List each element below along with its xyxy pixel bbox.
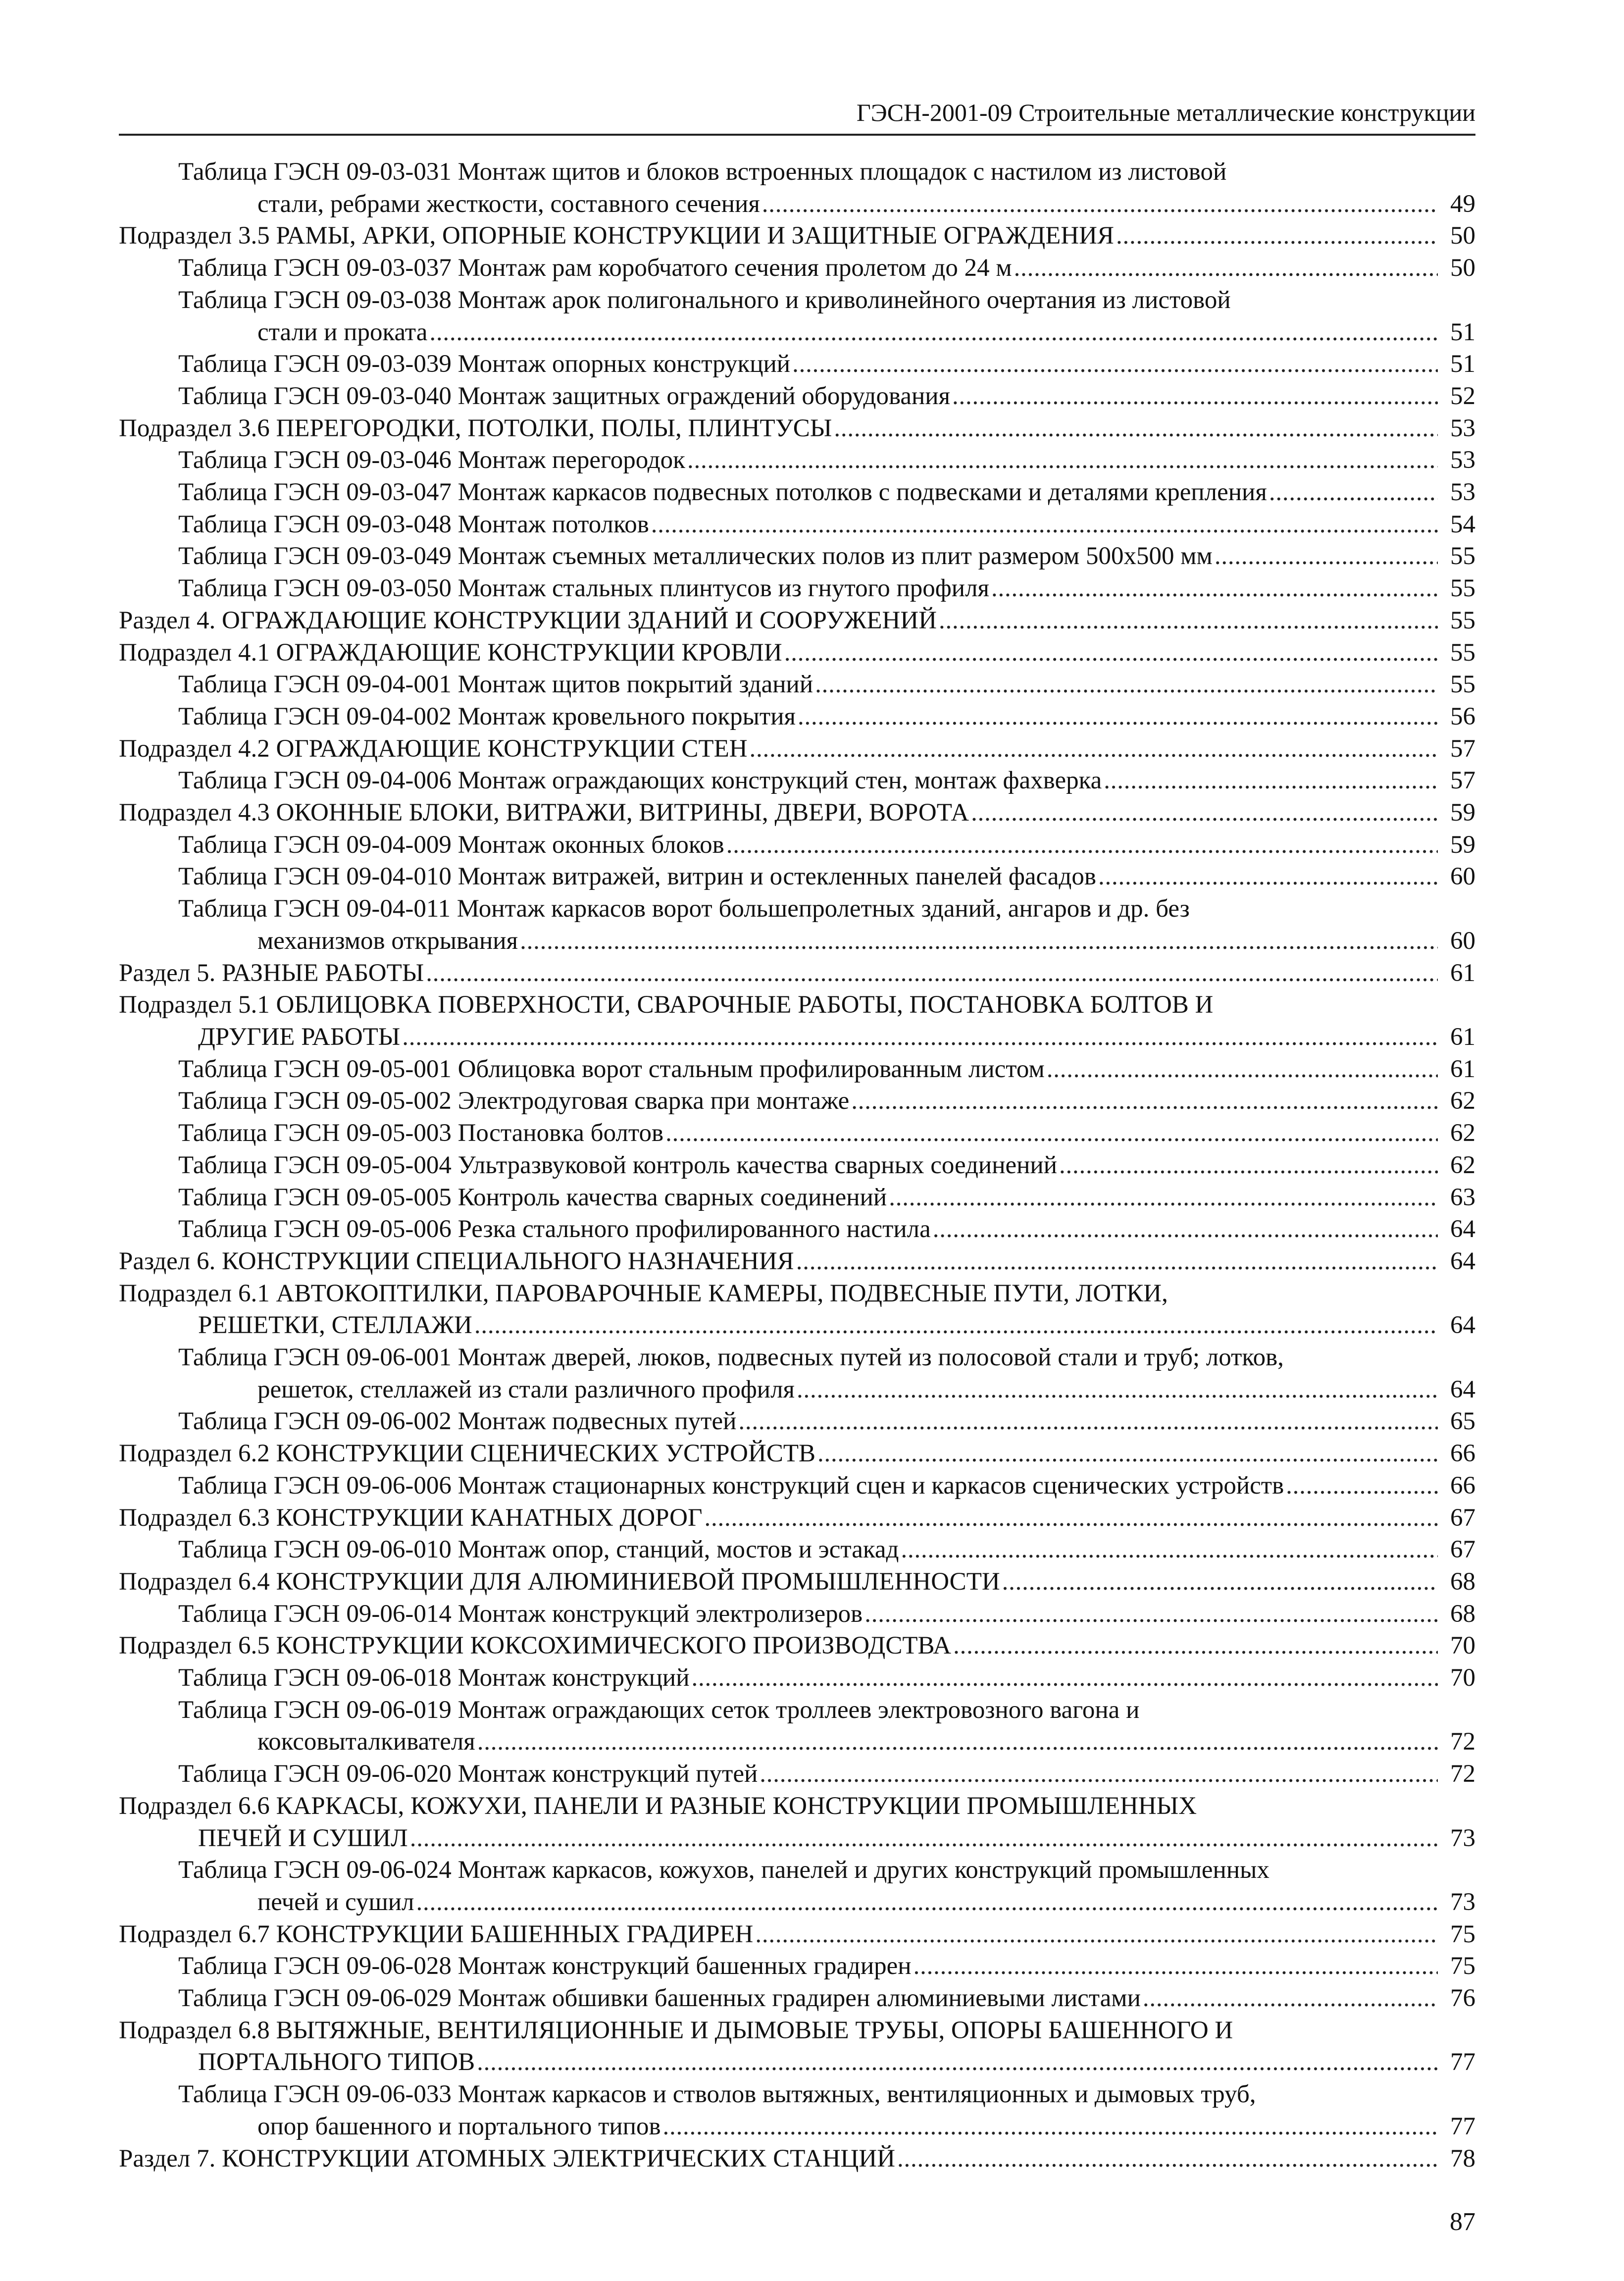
toc-subsection[interactable]: [119, 1822, 1475, 1855]
toc-page-number: 61: [1450, 1055, 1475, 1083]
toc-entry-title: Таблица ГЭСН 09-05-004 Ультразвуковой контроль качества сварных соединений: [178, 1151, 1058, 1179]
toc-page-number: 64: [1450, 1311, 1475, 1340]
dot-leader: [1014, 252, 1438, 284]
toc-page-number: 54: [1450, 510, 1475, 538]
dot-leader: [665, 1117, 1438, 1149]
dot-leader: [416, 1886, 1438, 1918]
dot-leader: [738, 1405, 1438, 1438]
toc-page-number: 53: [1450, 446, 1475, 474]
toc-page-number: 68: [1450, 1600, 1475, 1628]
toc-table-entry[interactable]: [119, 2078, 1475, 2111]
dot-leader: [692, 1662, 1438, 1694]
dot-leader: [834, 413, 1438, 445]
toc-table-entry[interactable]: [119, 893, 1475, 925]
toc-entry-title: РЕШЕТКИ, СТЕЛЛАЖИ: [198, 1311, 472, 1340]
toc-page-number: 75: [1450, 1920, 1475, 1948]
toc-table-entry[interactable]: [119, 1758, 1475, 1790]
toc-entry-title: Таблица ГЭСН 09-03-031 Монтаж щитов и блоков встроенных площадок с настилом из листовой: [178, 158, 1227, 186]
toc-entry-title: Подраздел 6.3 КОНСТРУКЦИИ КАНАТНЫХ ДОРОГ: [119, 1503, 703, 1532]
toc-subsection[interactable]: [119, 733, 1475, 765]
toc-page-number: 59: [1450, 830, 1475, 859]
toc-table-entry[interactable]: [119, 380, 1475, 413]
toc-table-entry[interactable]: [119, 1053, 1475, 1086]
toc-page-number: 59: [1450, 799, 1475, 827]
toc-entry-title: Подраздел 6.2 КОНСТРУКЦИИ СЦЕНИЧЕСКИХ УСТРОЙСТВ: [119, 1440, 816, 1468]
toc-table-entry[interactable]: [119, 1598, 1475, 1630]
toc-page-number: 70: [1450, 1664, 1475, 1692]
toc-subsection[interactable]: [119, 1790, 1475, 1822]
dot-leader: [897, 2143, 1438, 2175]
toc-page-number: 64: [1450, 1247, 1475, 1275]
dot-leader: [792, 348, 1438, 380]
toc-subsection[interactable]: [119, 220, 1475, 252]
toc-table-entry[interactable]: [119, 1470, 1475, 1502]
toc-page-number: 55: [1450, 638, 1475, 667]
toc-entry-title: Подраздел 6.1 АВТОКОПТИЛКИ, ПАРОВАРОЧНЫЕ КАМЕРЫ, ПОДВЕСНЫЕ ПУТИ, ЛОТКИ,: [119, 1279, 1168, 1307]
toc-table-entry[interactable]: [119, 1886, 1475, 1918]
toc-page-number: 78: [1450, 2144, 1475, 2173]
toc-table-entry[interactable]: [119, 509, 1475, 541]
toc-subsection[interactable]: [119, 2015, 1475, 2047]
toc-page-number: 65: [1450, 1407, 1475, 1436]
toc-table-entry[interactable]: [119, 829, 1475, 861]
toc-page-number: 70: [1450, 1632, 1475, 1660]
toc-page-number: 73: [1450, 1888, 1475, 1916]
toc-table-entry[interactable]: [119, 925, 1475, 957]
toc-subsection[interactable]: [119, 637, 1475, 669]
toc-entry-title: Таблица ГЭСН 09-04-011 Монтаж каркасов ворот большепролетных зданий, ангаров и др. без: [178, 895, 1190, 923]
toc-entry-title: Таблица ГЭСН 09-04-001 Монтаж щитов покрытий зданий: [178, 671, 813, 699]
toc-page-number: 57: [1450, 734, 1475, 763]
toc-section[interactable]: [119, 957, 1475, 989]
toc-page-number: 62: [1450, 1087, 1475, 1115]
toc-entry-title: решеток, стеллажей из стали различного профиля: [257, 1375, 795, 1403]
toc-entry-title: Таблица ГЭСН 09-06-028 Монтаж конструкций башенных градирен: [178, 1952, 912, 1980]
toc-table-entry[interactable]: [119, 316, 1475, 349]
toc-page-number: 73: [1450, 1824, 1475, 1852]
toc-entry-title: Таблица ГЭСН 09-05-001 Облицовка ворот стальным профилированным листом: [178, 1055, 1045, 1083]
toc-subsection[interactable]: [119, 1566, 1475, 1598]
dot-leader: [796, 1245, 1438, 1278]
toc-page-number: 62: [1450, 1119, 1475, 1147]
toc-subsection[interactable]: [119, 1438, 1475, 1470]
toc-page-number: 51: [1450, 318, 1475, 346]
dot-leader: [971, 797, 1438, 829]
toc-entry-title: Таблица ГЭСН 09-06-014 Монтаж конструкций электролизеров: [178, 1600, 863, 1628]
toc-entry-title: Таблица ГЭСН 09-05-006 Резка стального профилированного настила: [178, 1215, 931, 1244]
dot-leader: [1143, 1982, 1438, 2015]
toc-entry-title: Подраздел 3.5 РАМЫ, АРКИ, ОПОРНЫЕ КОНСТРУКЦИИ И ЗАЩИТНЫЕ ОГРАЖДЕНИЯ: [119, 222, 1114, 250]
toc-entry-title: Таблица ГЭСН 09-03-039 Монтаж опорных конструкций: [178, 350, 791, 378]
toc-page-number: 77: [1450, 2048, 1475, 2076]
toc-page-number: 56: [1450, 702, 1475, 730]
toc-subsection[interactable]: [119, 1309, 1475, 1342]
toc-entry-title: опор башенного и портального типов: [257, 2112, 661, 2140]
toc-entry-title: Подраздел 6.6 КАРКАСЫ, КОЖУХИ, ПАНЕЛИ И РАЗНЫЕ КОНСТРУКЦИИ ПРОМЫШЛЕННЫХ: [119, 1792, 1197, 1820]
dot-leader: [939, 605, 1438, 637]
toc-subsection[interactable]: [119, 2046, 1475, 2078]
toc-table-entry[interactable]: [119, 444, 1475, 476]
toc-table-entry[interactable]: [119, 1982, 1475, 2015]
toc-table-entry[interactable]: [119, 1662, 1475, 1694]
toc-page-number: 66: [1450, 1471, 1475, 1500]
toc-entry-title: Таблица ГЭСН 09-04-002 Монтаж кровельного покрытия: [178, 702, 796, 730]
toc-page-number: 67: [1450, 1503, 1475, 1532]
dot-leader: [760, 1758, 1438, 1790]
toc-subsection[interactable]: [119, 1918, 1475, 1951]
toc-page-number: 55: [1450, 542, 1475, 570]
toc-table-entry[interactable]: [119, 669, 1475, 701]
dot-leader: [952, 380, 1438, 413]
dot-leader: [651, 509, 1438, 541]
toc-entry-title: Раздел 4. ОГРАЖДАЮЩИЕ КОНСТРУКЦИИ ЗДАНИЙ И СООРУЖЕНИЙ: [119, 606, 937, 634]
toc-entry-title: Таблица ГЭСН 09-03-038 Монтаж арок полигонального и криволинейного очертания из листовой: [178, 286, 1231, 314]
toc-subsection[interactable]: [119, 1021, 1475, 1053]
toc-entry-title: Таблица ГЭСН 09-06-001 Монтаж дверей, люков, подвесных путей из полосовой стали и труб; лотков,: [178, 1344, 1284, 1372]
toc-entry-title: Таблица ГЭСН 09-04-009 Монтаж оконных блоков: [178, 830, 724, 859]
toc-page-number: 60: [1450, 863, 1475, 891]
toc-section[interactable]: [119, 2143, 1475, 2175]
toc-entry-title: стали, ребрами жесткости, составного сечения: [257, 190, 760, 218]
dot-leader: [991, 572, 1438, 605]
toc-subsection[interactable]: [119, 989, 1475, 1021]
toc-entry-title: Таблица ГЭСН 09-04-010 Монтаж витражей, витрин и остекленных панелей фасадов: [178, 863, 1096, 891]
dot-leader: [410, 1822, 1438, 1855]
toc-table-entry[interactable]: [119, 1950, 1475, 1982]
dot-leader: [798, 701, 1438, 733]
toc-entry-title: Раздел 5. РАЗНЫЕ РАБОТЫ: [119, 959, 424, 987]
toc-entry-title: Таблица ГЭСН 09-03-048 Монтаж потолков: [178, 510, 649, 538]
toc-entry-title: Подраздел 6.4 КОНСТРУКЦИИ ДЛЯ АЛЮМИНИЕВОЙ ПРОМЫШЛЕННОСТИ: [119, 1567, 1000, 1596]
toc-page-number: 60: [1450, 927, 1475, 955]
dot-leader: [1116, 220, 1438, 252]
toc-page-number: 51: [1450, 350, 1475, 378]
dot-leader: [797, 1374, 1438, 1406]
toc-page-number: 66: [1450, 1440, 1475, 1468]
toc-entry-title: Подраздел 3.6 ПЕРЕГОРОДКИ, ПОТОЛКИ, ПОЛЫ, ПЛИНТУСЫ: [119, 414, 832, 442]
dot-leader: [755, 1918, 1438, 1951]
toc-entry-title: Подраздел 4.3 ОКОННЫЕ БЛОКИ, ВИТРАЖИ, ВИТРИНЫ, ДВЕРИ, ВОРОТА: [119, 799, 969, 827]
toc-table-entry[interactable]: [119, 284, 1475, 316]
toc-page-number: 72: [1450, 1760, 1475, 1788]
toc-page-number: 50: [1450, 254, 1475, 282]
toc-entry-title: печей и сушил: [257, 1888, 414, 1916]
dot-leader: [704, 1502, 1438, 1534]
table-of-contents: [119, 156, 1475, 2175]
dot-leader: [687, 444, 1438, 476]
toc-page-number: 53: [1450, 478, 1475, 507]
dot-leader: [851, 1085, 1438, 1117]
dot-leader: [520, 925, 1438, 957]
toc-entry-title: Таблица ГЭСН 09-06-010 Монтаж опор, станций, мостов и эстакад: [178, 1536, 899, 1564]
dot-leader: [474, 1309, 1438, 1342]
toc-entry-title: Таблица ГЭСН 09-03-049 Монтаж съемных металлических полов из плит размером 500х500 мм: [178, 542, 1213, 570]
dot-leader: [1098, 861, 1438, 893]
toc-entry-title: механизмов открывания: [257, 927, 518, 955]
dot-leader: [477, 1726, 1438, 1758]
dot-leader: [815, 669, 1438, 701]
toc-table-entry[interactable]: [119, 1213, 1475, 1245]
toc-entry-title: Подраздел 4.1 ОГРАЖДАЮЩИЕ КОНСТРУКЦИИ КРОВЛИ: [119, 638, 782, 667]
toc-entry-title: Таблица ГЭСН 09-03-046 Монтаж перегородок: [178, 446, 685, 474]
toc-table-entry[interactable]: [119, 1182, 1475, 1214]
toc-table-entry[interactable]: [119, 1534, 1475, 1566]
toc-entry-title: Таблица ГЭСН 09-06-020 Монтаж конструкций путей: [178, 1760, 758, 1788]
toc-page-number: 77: [1450, 2112, 1475, 2140]
toc-page-number: 50: [1450, 222, 1475, 250]
toc-page-number: 55: [1450, 671, 1475, 699]
toc-table-entry[interactable]: [119, 1117, 1475, 1149]
toc-subsection[interactable]: [119, 1630, 1475, 1662]
dot-leader: [726, 829, 1438, 861]
dot-leader: [750, 733, 1438, 765]
toc-page-number: 53: [1450, 414, 1475, 442]
dot-leader: [864, 1598, 1438, 1630]
toc-subsection[interactable]: [119, 797, 1475, 829]
toc-page-number: 61: [1450, 1023, 1475, 1051]
toc-page-number: 52: [1450, 382, 1475, 410]
toc-subsection[interactable]: [119, 413, 1475, 445]
dot-leader: [953, 1630, 1438, 1662]
toc-table-entry[interactable]: [119, 1405, 1475, 1438]
toc-entry-title: ПОРТАЛЬНОГО ТИПОВ: [198, 2048, 475, 2076]
toc-table-entry[interactable]: [119, 2111, 1475, 2143]
dot-leader: [1286, 1470, 1438, 1502]
page-number: 87: [1450, 2208, 1475, 2236]
toc-entry-title: коксовыталкивателя: [257, 1728, 475, 1756]
dot-leader: [1059, 1149, 1438, 1182]
toc-entry-title: Таблица ГЭСН 09-03-050 Монтаж стальных плинтусов из гнутого профиля: [178, 574, 990, 603]
dot-leader: [429, 316, 1438, 349]
toc-entry-title: Таблица ГЭСН 09-04-006 Монтаж ограждающих конструкций стен, монтаж фахверка: [178, 767, 1102, 795]
dot-leader: [914, 1950, 1438, 1982]
dot-leader: [784, 637, 1438, 669]
toc-subsection[interactable]: [119, 1278, 1475, 1310]
dot-leader: [1047, 1053, 1438, 1086]
toc-entry-title: Таблица ГЭСН 09-03-040 Монтаж защитных ограждений оборудования: [178, 382, 951, 410]
toc-entry-title: Раздел 7. КОНСТРУКЦИИ АТОМНЫХ ЭЛЕКТРИЧЕСКИХ СТАНЦИЙ: [119, 2144, 896, 2173]
toc-table-entry[interactable]: [119, 1726, 1475, 1758]
toc-entry-title: стали и проката: [257, 318, 428, 346]
toc-page-number: 68: [1450, 1567, 1475, 1596]
toc-table-entry[interactable]: [119, 1342, 1475, 1374]
toc-page-number: 55: [1450, 606, 1475, 634]
dot-leader: [901, 1534, 1438, 1566]
dot-leader: [1269, 476, 1438, 509]
header-rule: [119, 134, 1475, 136]
dot-leader: [477, 2046, 1438, 2078]
toc-entry-title: ПЕЧЕЙ И СУШИЛ: [198, 1824, 408, 1852]
toc-page-number: 67: [1450, 1536, 1475, 1564]
toc-entry-title: Раздел 6. КОНСТРУКЦИИ СПЕЦИАЛЬНОГО НАЗНАЧЕНИЯ: [119, 1247, 794, 1275]
toc-page-number: 64: [1450, 1215, 1475, 1244]
toc-entry-title: Таблица ГЭСН 09-06-018 Монтаж конструкций: [178, 1664, 690, 1692]
running-header: ГЭСН-2001-09 Строительные металлические конструкции: [856, 99, 1475, 126]
toc-table-entry[interactable]: [119, 540, 1475, 572]
dot-leader: [426, 957, 1438, 989]
dot-leader: [1215, 540, 1438, 572]
toc-page-number: 62: [1450, 1151, 1475, 1179]
toc-table-entry[interactable]: [119, 1085, 1475, 1117]
toc-table-entry[interactable]: [119, 156, 1475, 188]
toc-entry-title: Таблица ГЭСН 09-06-006 Монтаж стационарных конструкций сцен и каркасов сценических устройств: [178, 1471, 1284, 1500]
toc-page-number: 76: [1450, 1984, 1475, 2013]
toc-entry-title: Подраздел 6.5 КОНСТРУКЦИИ КОКСОХИМИЧЕСКОГО ПРОИЗВОДСТВА: [119, 1632, 952, 1660]
toc-page-number: 49: [1450, 190, 1475, 218]
toc-page-number: 63: [1450, 1183, 1475, 1211]
toc-page-number: 72: [1450, 1728, 1475, 1756]
toc-table-entry[interactable]: [119, 701, 1475, 733]
toc-table-entry[interactable]: [119, 1694, 1475, 1726]
toc-table-entry[interactable]: [119, 861, 1475, 893]
toc-table-entry[interactable]: [119, 252, 1475, 284]
dot-leader: [817, 1438, 1438, 1470]
toc-entry-title: Таблица ГЭСН 09-05-002 Электродуговая сварка при монтаже: [178, 1087, 850, 1115]
toc-subsection[interactable]: [119, 1502, 1475, 1534]
toc-page-number: 57: [1450, 767, 1475, 795]
dot-leader: [889, 1182, 1438, 1214]
toc-table-entry[interactable]: [119, 348, 1475, 380]
toc-page-number: 61: [1450, 959, 1475, 987]
toc-entry-title: Таблица ГЭСН 09-06-002 Монтаж подвесных путей: [178, 1407, 737, 1436]
toc-section[interactable]: [119, 605, 1475, 637]
dot-leader: [1104, 765, 1438, 797]
toc-page-number: 64: [1450, 1375, 1475, 1403]
toc-entry-title: Таблица ГЭСН 09-03-047 Монтаж каркасов подвесных потолков с подвесками и деталями крепления: [178, 478, 1267, 507]
toc-entry-title: Таблица ГЭСН 09-06-033 Монтаж каркасов и стволов вытяжных, вентиляционных и дымовых труб,: [178, 2080, 1256, 2109]
dot-leader: [1002, 1566, 1438, 1598]
toc-entry-title: Таблица ГЭСН 09-05-005 Контроль качества сварных соединений: [178, 1183, 887, 1211]
dot-leader: [402, 1021, 1438, 1053]
dot-leader: [933, 1213, 1438, 1245]
toc-table-entry[interactable]: [119, 765, 1475, 797]
dot-leader: [663, 2111, 1438, 2143]
toc-table-entry[interactable]: [119, 188, 1475, 220]
toc-entry-title: Подраздел 6.8 ВЫТЯЖНЫЕ, ВЕНТИЛЯЦИОННЫЕ И ДЫМОВЫЕ ТРУБЫ, ОПОРЫ БАШЕННОГО И: [119, 2016, 1233, 2044]
toc-page-number: 55: [1450, 574, 1475, 603]
toc-page-number: 75: [1450, 1952, 1475, 1980]
toc-table-entry[interactable]: [119, 1149, 1475, 1182]
toc-entry-title: Таблица ГЭСН 09-03-037 Монтаж рам коробчатого сечения пролетом до 24 м: [178, 254, 1012, 282]
toc-table-entry[interactable]: [119, 1854, 1475, 1886]
toc-section[interactable]: [119, 1245, 1475, 1278]
toc-table-entry[interactable]: [119, 1374, 1475, 1406]
dot-leader: [762, 188, 1438, 220]
toc-entry-title: Подраздел 5.1 ОБЛИЦОВКА ПОВЕРХНОСТИ, СВАРОЧНЫЕ РАБОТЫ, ПОСТАНОВКА БОЛТОВ И: [119, 991, 1214, 1019]
toc-entry-title: Подраздел 4.2 ОГРАЖДАЮЩИЕ КОНСТРУКЦИИ СТЕН: [119, 734, 748, 763]
toc-entry-title: Таблица ГЭСН 09-05-003 Постановка болтов: [178, 1119, 664, 1147]
toc-entry-title: Таблица ГЭСН 09-06-024 Монтаж каркасов, кожухов, панелей и других конструкций промышленных: [178, 1856, 1269, 1884]
toc-entry-title: ДРУГИЕ РАБОТЫ: [198, 1023, 401, 1051]
toc-table-entry[interactable]: [119, 572, 1475, 605]
toc-entry-title: Таблица ГЭСН 09-06-019 Монтаж ограждающих сеток троллеев электровозного вагона и: [178, 1696, 1140, 1724]
toc-entry-title: Таблица ГЭСН 09-06-029 Монтаж обшивки башенных градирен алюминиевыми листами: [178, 1984, 1141, 2013]
toc-table-entry[interactable]: [119, 476, 1475, 509]
toc-entry-title: Подраздел 6.7 КОНСТРУКЦИИ БАШЕННЫХ ГРАДИРЕН: [119, 1920, 754, 1948]
